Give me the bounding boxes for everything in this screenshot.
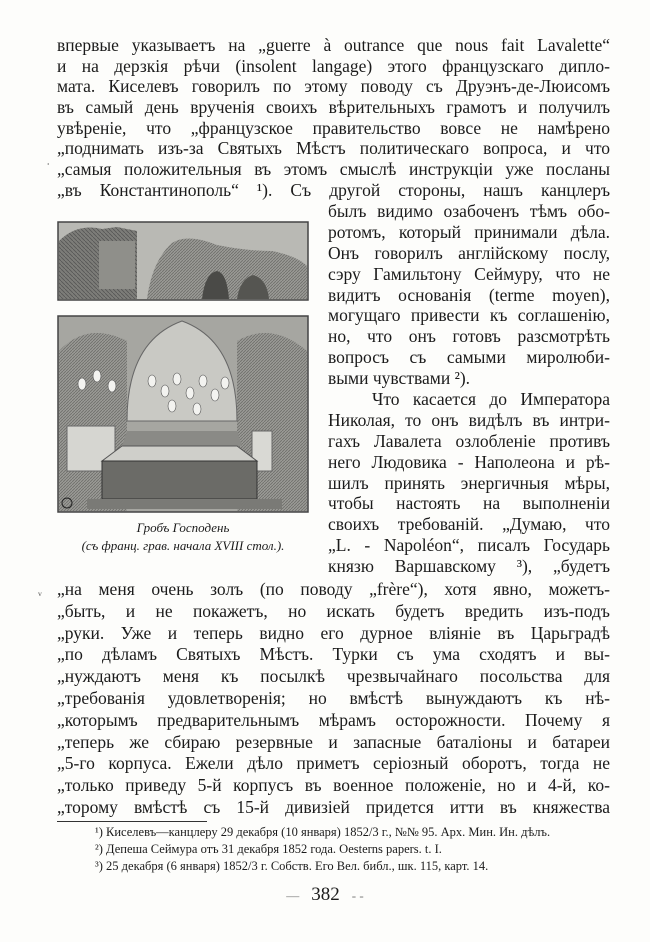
dash-left: — (286, 887, 300, 903)
text-line: видитъ основанія (terme moyen), (328, 284, 610, 305)
page-number-row (0, 884, 650, 906)
lower-panel-chamber (58, 316, 308, 512)
text-line: „требованія удовлетворенія; но вмѣстѣ вынуждаютъ къ нѣ- (57, 687, 610, 708)
text-line: въ самый день врученія своихъ вѣрительныхъ грамотъ и получилъ (57, 97, 610, 118)
text-line: ротомъ, который принимали дѣла. (328, 221, 610, 242)
text-line: гахъ Лавалета озлобленіе противъ (328, 430, 610, 451)
text-line: „по дѣламъ Святыхъ Мѣстъ. Турки съ ума сходятъ и вы- (57, 644, 610, 665)
text-line: него Людовика - Наполеона и рѣ- (328, 451, 610, 472)
text-line: „которымъ предварительнымъ мѣрамъ осторожности. Почему я (57, 709, 610, 730)
text-line: „нуждаютъ меня къ посылкѣ чрезвычайнаго посольства для (57, 666, 610, 687)
text-line: своихъ требованій. „Думаю, что (328, 514, 610, 535)
text-line: „руки. Уже и теперь видно его дурное вліяніе въ Царьградѣ (57, 622, 610, 643)
margin-mark: ᵥ (38, 583, 42, 598)
text-line: „только приведу 5-й корпусъ въ военное положеніе, но и 4-й, ко- (57, 775, 610, 796)
text-line: выми чувствами ²). (328, 368, 471, 389)
holy-sepulchre-engraving (57, 221, 309, 514)
text-line: Николая, то онъ видѣлъ въ интри- (328, 409, 610, 430)
text-line: сэру Гамильтону Сеймуру, что не (328, 263, 610, 284)
right-column-text (328, 201, 610, 577)
text-line: „L. - Napoléon“, писалъ Государь (328, 535, 610, 556)
top-paragraph (57, 35, 610, 201)
page-number: 382 (311, 884, 340, 905)
figure-caption-source: (съ франц. грав. начала XVIII стол.). (81, 538, 285, 553)
margin-mark: ˌ (46, 150, 51, 165)
engraving-figure (57, 221, 309, 514)
text-line: „теперь же сбираю резервные и запасные баталіоны и батареи (57, 731, 610, 752)
text-line: князю Варшавскому ³), „будетъ (328, 556, 610, 577)
text-line: „быть, и не покажетъ, но искать будетъ вредить изъ-подъ (57, 600, 610, 621)
text-line: и на дерзкія рѣчи (insolent langage) этого французскаго дипло- (57, 55, 610, 76)
text-line: чтобы настоять на выполненіи (328, 493, 610, 514)
upper-panel-rock (58, 222, 308, 300)
text-line: вопросъ съ самыми миролюби- (328, 347, 610, 368)
figure-caption-title: Гробъ Господень (136, 520, 230, 535)
text-line: увѣреніе, что „французское правительство вовсе не намѣрено (57, 117, 610, 138)
dash-right: - - (351, 887, 364, 903)
text-line: „поднимать изъ-за Святыхъ Мѣстъ политическаго вопроса, и что (57, 138, 610, 159)
text-line: впервые указываетъ на „guerre à outrance que nous fait Lavalette“ (57, 35, 610, 55)
text-line: но, что онъ готовъ разсмотрѣть (328, 326, 610, 347)
footnote-2: ²) Депеша Сеймура отъ 31 декабря 1852 года. Oesterns papers. t. I. (95, 842, 442, 856)
footnote-separator (57, 821, 207, 822)
text-line: Онъ говорилъ англійскому послу, (328, 242, 610, 263)
text-line: Что касается до Императора (372, 389, 610, 410)
footnote-1: ¹) Киселевъ—канцлеру 29 декабря (10 января) 1852/3 г., №№ 95. Арх. Мин. Ин. дѣлъ. (95, 825, 551, 839)
text-line: шилъ принять энергичныя мѣры, (328, 472, 610, 493)
text-line: „самыя положительныя въ этомъ смыслѣ инструкціи уже посланы (57, 159, 610, 180)
text-line: „въ Константинополь“ ¹). Съ другой стороны, нашъ канцлеръ (57, 179, 610, 200)
text-line: былъ видимо озабоченъ тѣмъ обо- (328, 201, 610, 221)
text-line: „5-го корпуса. Ежели дѣло приметъ серіозный оборотъ, тогда не (57, 753, 610, 774)
text-line: могущаго привести къ соглашенію, (328, 305, 610, 326)
text-line: мата. Киселевъ говорилъ по этому поводу съ Друэнъ-де-Люисомъ (57, 76, 610, 97)
text-line: „торому вмѣстѣ съ 15-й дивизіей придется итти въ княжества (57, 796, 610, 817)
text-line: „на меня очень золъ (по поводу „frère“), хотя явно, можетъ- (57, 579, 610, 599)
footnote-3: ³) 25 декабря (6 января) 1852/3 г. Собств. Его Вел. библ., шк. 115, карт. 14. (95, 859, 489, 873)
bottom-paragraph (57, 579, 610, 819)
